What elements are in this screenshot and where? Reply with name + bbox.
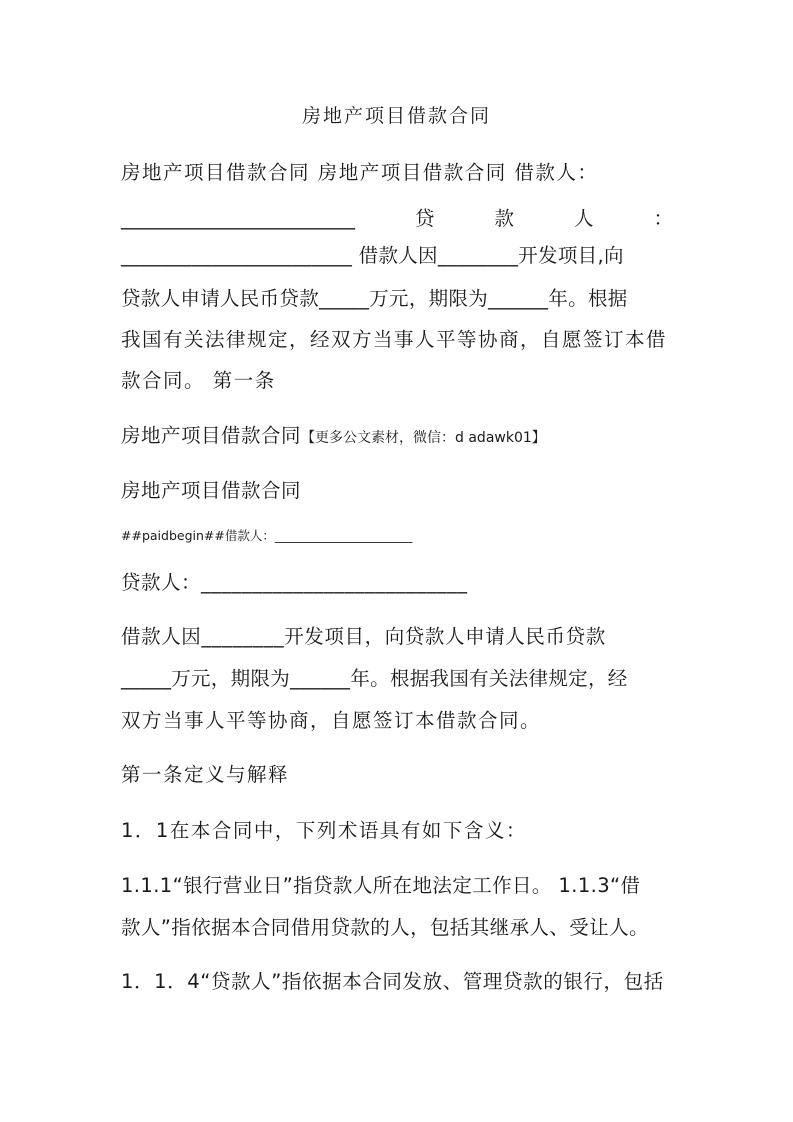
- body-line: _______________________ 借款人因________开发项目,向: [121, 244, 624, 267]
- body-line: 我国有关法律规定，经双方当事人平等协商，自愿签订本借: [121, 328, 668, 351]
- body-line: 借款人因________开发项目，向贷款人申请人民币贷款: [121, 625, 606, 648]
- body-line: 款合同。 第一条: [121, 369, 276, 392]
- lender-label-char: 款: [494, 207, 514, 230]
- body-line: 贷款人申请人民币贷款_____万元，期限为______年。根据: [121, 287, 628, 310]
- body-line: 房地产项目借款合同 房地产项目借款合同 借款人：: [121, 161, 599, 184]
- body-line: _____万元，期限为______年。根据我国有关法律规定，经: [121, 667, 628, 690]
- lender-label-char: ：: [653, 207, 673, 230]
- lender-label-char: 人: [573, 207, 594, 230]
- clause: 1．1在本合同中，下列术语具有如下含义：: [121, 819, 527, 842]
- wechat-note: 【更多公文素材，微信：d adawk01】: [301, 430, 546, 446]
- clause: 款人”指依据本合同借用贷款的人，包括其继承人、受让人。: [121, 916, 649, 939]
- header-title: 房地产项目借款合同: [121, 424, 302, 447]
- section-heading: 第一条定义与解释: [121, 763, 290, 786]
- lender-line: 贷款人：__________________________: [121, 571, 468, 594]
- paid-line: ##paidbegin##借款人：______________________: [121, 528, 413, 543]
- body-line: [121, 209, 673, 229]
- document-title: 房地产项目借款合同: [301, 105, 491, 127]
- repeat-title: 房地产项目借款合同: [121, 479, 302, 502]
- lender-label-char: 贷: [414, 207, 435, 230]
- blank-field: ________________________: [121, 207, 355, 230]
- header-line: [121, 426, 673, 446]
- body-line: 双方当事人平等协商，自愿签订本借款合同。: [121, 709, 542, 732]
- clause: 1．1．4“贷款人”指依据本合同发放、管理贷款的银行，包括: [121, 970, 664, 993]
- clause: 1.1.1“银行营业日”指贷款人所在地法定工作日。 1.1.3“借: [121, 874, 641, 897]
